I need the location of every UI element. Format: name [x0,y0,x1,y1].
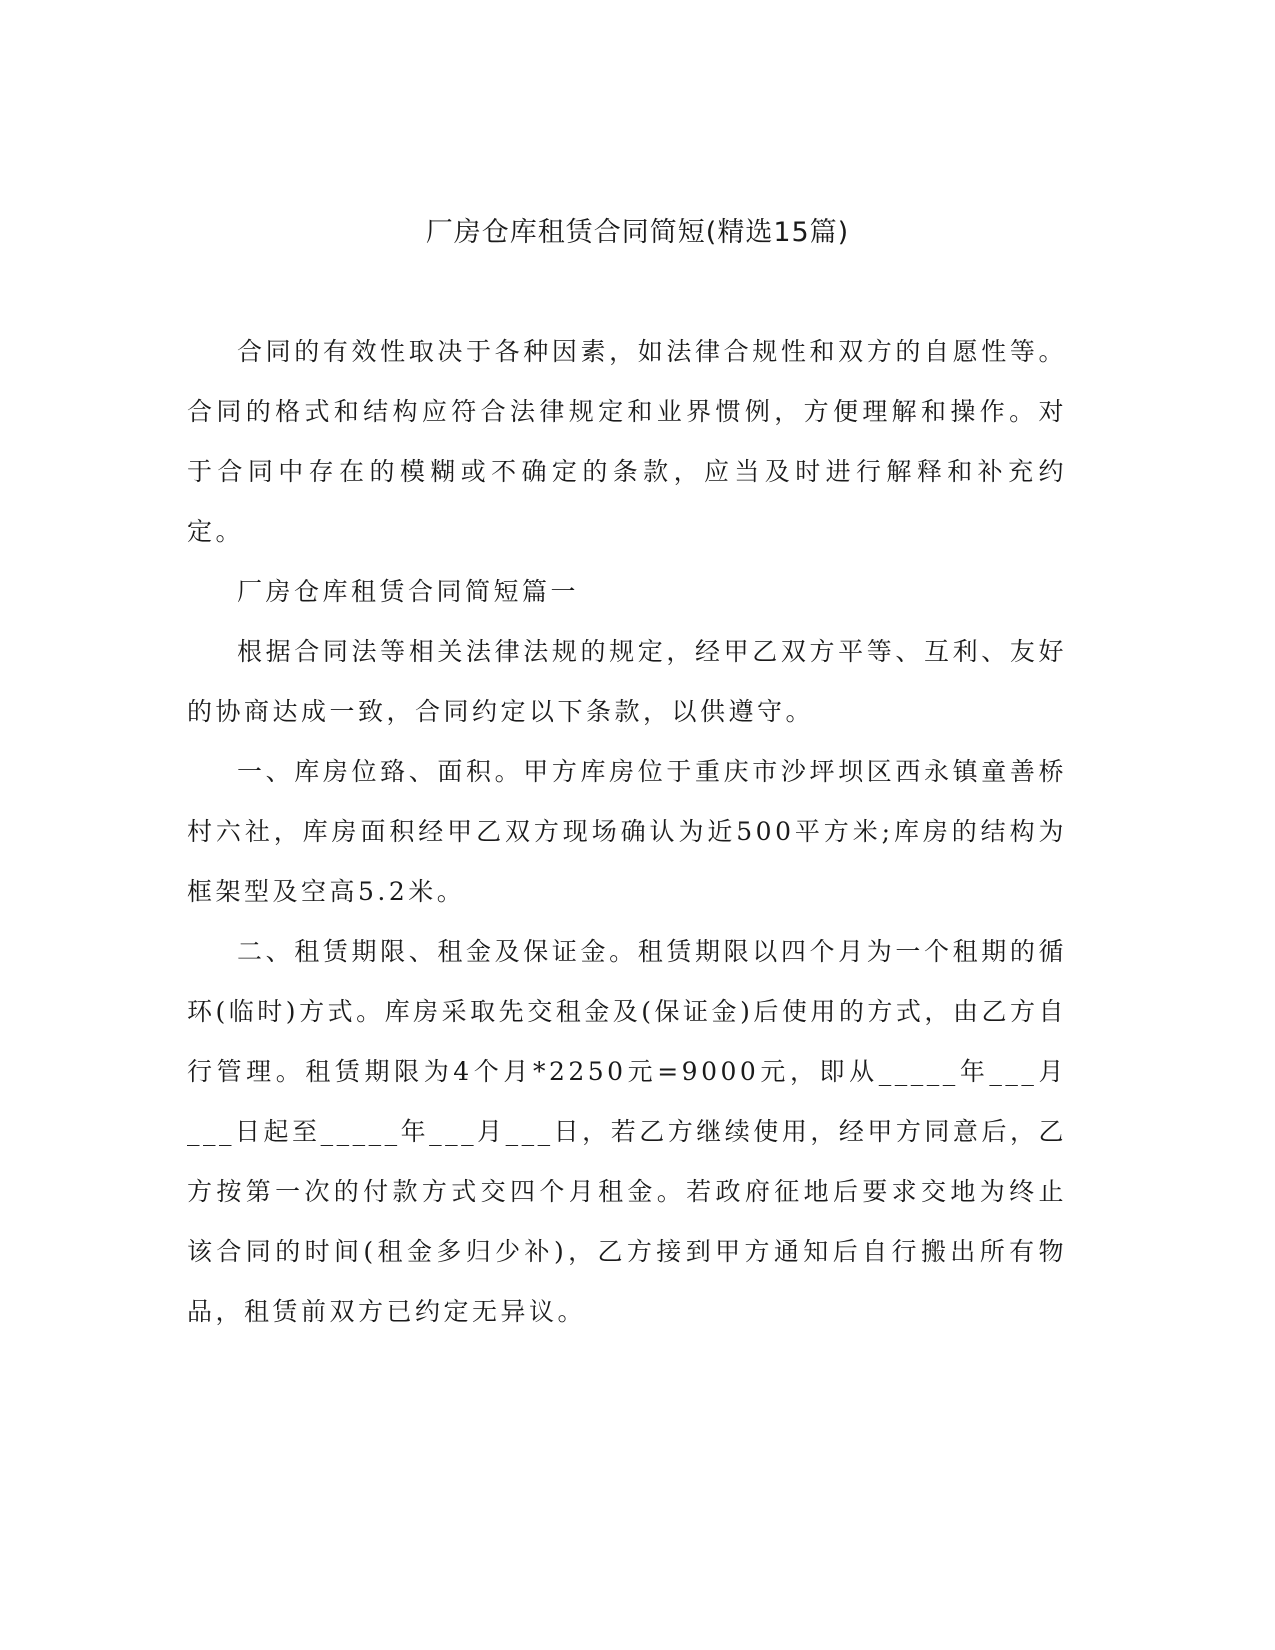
document-body [187,322,1067,1342]
clause-2-term-rent-deposit: 二、租赁期限、租金及保证金。租赁期限以四个月为一个租期的循环(临时)方式。库房采取先交租金及(保证金)后使用的方式，由乙方自行管理。租赁期限为4个月*2250元=9000元，即从_____年___月___日起至_____年___月___日，若乙方继续使用，经甲方同意后，乙方按第一次的付款方式交四个月租金。若政府征地后要求交地为终止该合同的时间(租金多归少补)，乙方接到甲方通知后自行搬出所有物品，租赁前双方已约定无异议。 [187,937,1067,1326]
section-heading: 厂房仓库租赁合同简短篇一 [237,577,580,606]
clause-1-location-area: 一、库房位臵、面积。甲方库房位于重庆市沙坪坝区西永镇童善桥村六社，库房面积经甲乙双方现场确认为近500平方米;库房的结构为框架型及空高5.2米。 [187,757,1067,906]
paragraph-preamble: 根据合同法等相关法律法规的规定，经甲乙双方平等、互利、友好的协商达成一致，合同约定以下条款，以供遵守。 [187,637,1067,726]
paragraph-intro: 合同的有效性取决于各种因素，如法律合规性和双方的自愿性等。合同的格式和结构应符合法律规定和业界惯例，方便理解和操作。对于合同中存在的模糊或不确定的条款，应当及时进行解释和补充约定。 [187,337,1067,546]
document-title: 厂房仓库租赁合同简短(精选15篇) [425,217,850,248]
